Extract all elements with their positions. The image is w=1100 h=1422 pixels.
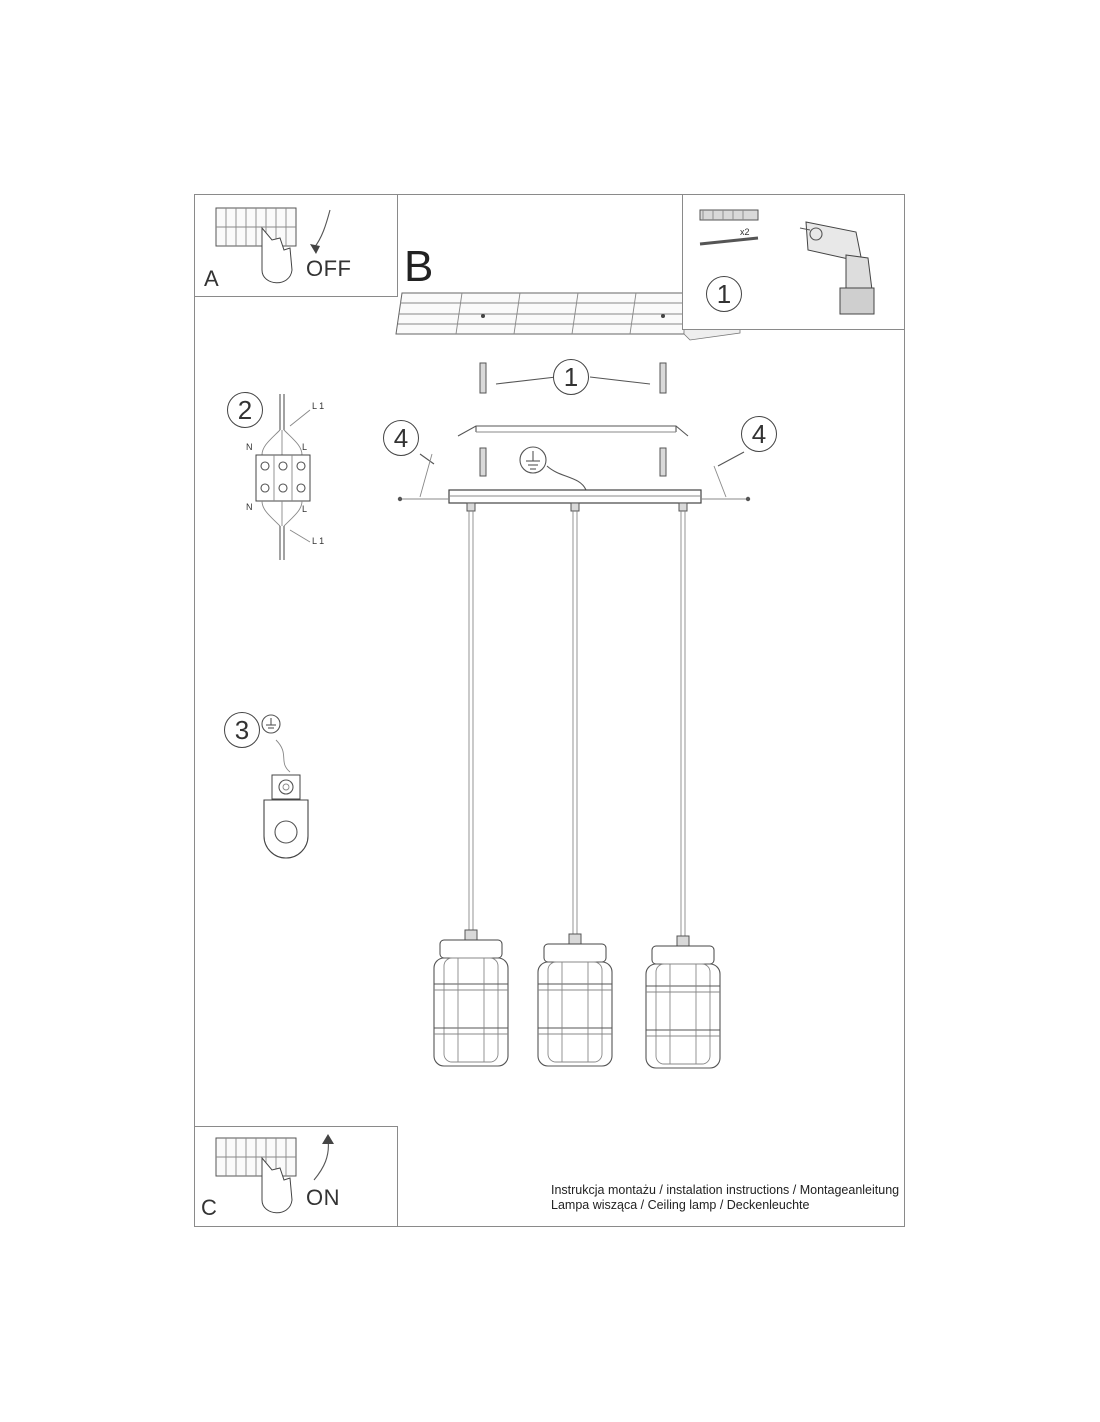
mounting-bracket xyxy=(420,426,744,497)
panel-c-letter: C xyxy=(201,1195,217,1220)
ground-terminal-illustration xyxy=(262,715,308,858)
right-canopy-callout: 4 xyxy=(741,416,777,452)
canopy-bar xyxy=(398,490,750,511)
cage-shade-left xyxy=(434,930,508,1066)
wire-label-l-top: L xyxy=(302,442,308,452)
caption-line-2: Lampa wisząca / Ceiling lamp / Deckenleuchte xyxy=(551,1198,810,1212)
wire-label-l1-bottom: L 1 xyxy=(312,536,325,546)
panel-c-power-on xyxy=(194,1126,398,1227)
ground-symbol-bracket xyxy=(520,447,586,490)
left-canopy-callout: 4 xyxy=(383,420,419,456)
tools-step-number: 1 xyxy=(706,276,742,312)
wire-label-n-top: N xyxy=(246,442,253,452)
cage-shade-right xyxy=(646,936,720,1068)
wire-label-n-bottom: N xyxy=(246,502,253,512)
off-label: OFF xyxy=(306,256,352,281)
panel-a-letter: A xyxy=(204,266,219,291)
panel-a-power-off xyxy=(194,194,398,297)
cage-shade-middle xyxy=(538,934,612,1066)
terminal-block-illustration xyxy=(256,394,310,560)
caption-line-1: Instrukcja montażu / instalation instructions / Montageanleitung xyxy=(551,1183,900,1197)
quantity-label: x2 xyxy=(740,227,750,237)
wire-label-l1-top: L 1 xyxy=(312,401,325,411)
suspension-cords xyxy=(469,511,685,936)
wire-label-l-bottom: L xyxy=(302,504,308,514)
panel-b-letter: B xyxy=(404,242,434,291)
screws-callout: 1 xyxy=(553,359,589,395)
wiring-step-number: 2 xyxy=(227,392,263,428)
ground-step-number: 3 xyxy=(224,712,260,748)
on-label: ON xyxy=(306,1185,340,1210)
